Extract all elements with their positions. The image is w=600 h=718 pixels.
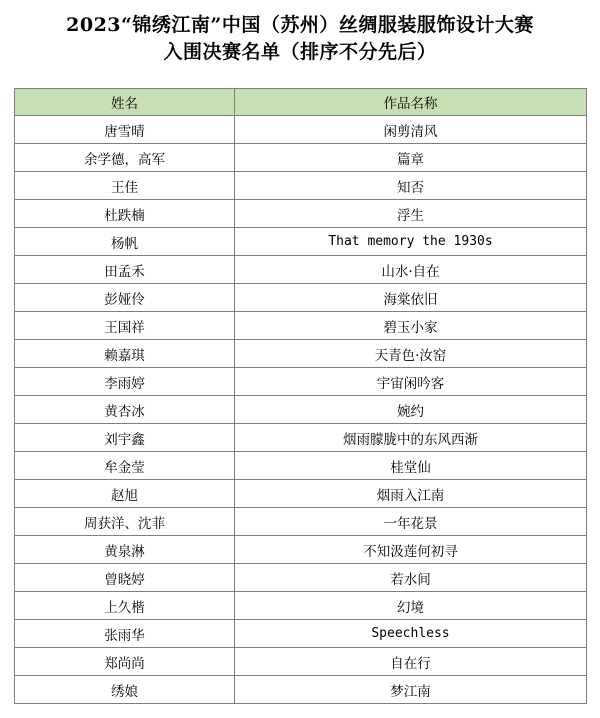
table-row [15,144,587,172]
cell-name: 田孟禾 [15,256,235,284]
cell-work-title: 浮生 [235,200,587,228]
cell-work-title: 婉约 [235,396,587,424]
table-row [15,228,587,256]
cell-work-title: 闲剪清风 [235,116,587,144]
cell-name: 杨帆 [15,228,235,256]
cell-name: 曾晓婷 [15,564,235,592]
cell-work-title: 知否 [235,172,587,200]
cell-name: 余学德，高军 [15,144,235,172]
table-row [15,536,587,564]
table-row [15,508,587,536]
cell-work-title: 梦江南 [235,676,587,704]
cell-name: 绣娘 [15,676,235,704]
cell-name: 上久楷 [15,592,235,620]
cell-name: 张雨华 [15,620,235,648]
cell-work-title: 篇章 [235,144,587,172]
cell-name: 黄杏冰 [15,396,235,424]
table-row [15,620,587,648]
header-name: 姓名 [15,89,235,116]
cell-name: 周获洋、沈菲 [15,508,235,536]
cell-name: 黄泉淋 [15,536,235,564]
table-row [15,368,587,396]
cell-name: 李雨婷 [15,368,235,396]
cell-name: 杜跌楠 [15,200,235,228]
cell-name: 赵旭 [15,480,235,508]
cell-name: 彭娅伶 [15,284,235,312]
table-header-row [15,89,587,116]
cell-work-title: 宇宙闲吟客 [235,368,587,396]
table-row [15,284,587,312]
finalists-table [14,88,587,704]
title-line-1: 2023“锦绣江南”中国（苏州）丝绸服装服饰设计大赛 [66,14,534,36]
title-line-2: 入围决赛名单（排序不分先后） [163,41,437,63]
cell-name: 牟金莹 [15,452,235,480]
cell-name: 刘宇鑫 [15,424,235,452]
table-row [15,564,587,592]
cell-name: 唐雪晴 [15,116,235,144]
cell-work-title: 山水·自在 [235,256,587,284]
table-row [15,256,587,284]
cell-work-title: 不知汲莲何初寻 [235,536,587,564]
cell-work-title: 自在行 [235,648,587,676]
table-row [15,452,587,480]
cell-work-title: 碧玉小家 [235,312,587,340]
cell-work-title: 烟雨入江南 [235,480,587,508]
header-work-title: 作品名称 [235,89,587,116]
document-title [0,0,600,66]
cell-work-title: 海棠依旧 [235,284,587,312]
table-row [15,648,587,676]
table-row [15,116,587,144]
cell-name: 赖嘉琪 [15,340,235,368]
table-row [15,312,587,340]
table-row [15,172,587,200]
cell-name: 王佳 [15,172,235,200]
cell-work-title: 若水间 [235,564,587,592]
cell-work-title: 天青色·汝窑 [235,340,587,368]
table-row [15,340,587,368]
cell-name: 郑尚尚 [15,648,235,676]
cell-work-title: 幻境 [235,592,587,620]
table-row [15,676,587,704]
table-row [15,424,587,452]
table-row [15,480,587,508]
cell-work-title: That memory the 1930s [235,228,587,256]
cell-work-title: 桂堂仙 [235,452,587,480]
table-row [15,396,587,424]
cell-name: 王国祥 [15,312,235,340]
table-row [15,592,587,620]
table-row [15,200,587,228]
cell-work-title: 烟雨朦胧中的东风西渐 [235,424,587,452]
cell-work-title: Speechless [235,620,587,648]
cell-work-title: 一年花景 [235,508,587,536]
